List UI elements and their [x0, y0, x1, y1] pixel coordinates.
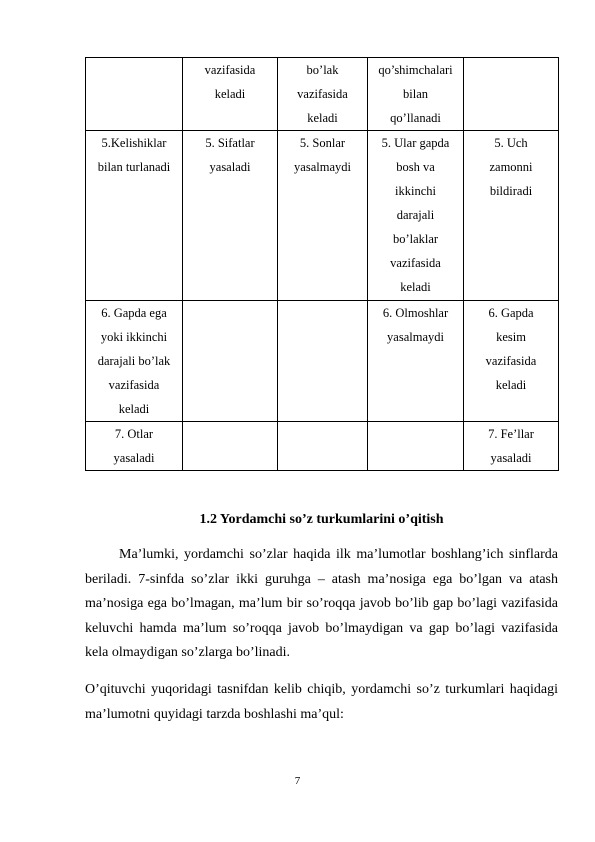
table-row: [86, 131, 559, 301]
table-cell: 7. Otlar yasaladi: [86, 422, 183, 471]
table-cell: 6. Gapda kesim vazifasida keladi: [464, 301, 559, 422]
table-cell: bo’lak vazifasida keladi: [278, 58, 368, 131]
table-cell: 6. Gapda ega yoki ikkinchi darajali bo’lak vazifasida keladi: [86, 301, 183, 422]
table-row: [86, 422, 559, 471]
table-row: [86, 58, 559, 131]
table-row: [86, 301, 559, 422]
section-heading: 1.2 Yordamchi so’z turkumlarini o’qitish: [199, 512, 444, 527]
table-cell: [183, 422, 278, 471]
table-cell: vazifasida keladi: [183, 58, 278, 131]
table-cell: 5. Sonlar yasalmaydi: [278, 131, 368, 301]
table-cell: 5. Ular gapda bosh va ikkinchi darajali bo’laklar vazifasida keladi: [368, 131, 464, 301]
table-cell: [86, 58, 183, 131]
table-cell: [278, 422, 368, 471]
word-classes-table: [85, 57, 559, 471]
table-cell: 5. Sifatlar yasaladi: [183, 131, 278, 301]
table-cell: [183, 301, 278, 422]
page-number: 7: [294, 775, 301, 787]
table-cell: [368, 422, 464, 471]
table-cell: 7. Fe’llar yasaladi: [464, 422, 559, 471]
paragraph: Ma’lumki, yordamchi so’zlar haqida ilk ma’lumotlar boshlang’ich sinflarda beriladi. 7-sinfda so’zlar ikki guruhga – atash ma’nosiga ega bo’lgan va atash ma’nosiga ega bo’lmagan, ma’lum bir so’roqqa javob bo’lib gap bo’lagi vazifasida keluvchi hamda ma’lum so’roqqa javob bo’lmaydigan va gap bo’lagi vazifasida kela olmaydigan so’zlarga bo’linadi.: [85, 547, 558, 661]
table-cell: 5. Uch zamonni bildiradi: [464, 131, 559, 301]
table-cell: [464, 58, 559, 131]
paragraph: O’qituvchi yuqoridagi tasnifdan kelib chiqib, yordamchi so’z turkumlari haqidagi ma’lumotni quyidagi tarzda boshlashi ma’qul:: [85, 682, 558, 722]
table-cell: [278, 301, 368, 422]
table-cell: qo’shimchalari bilan qo’llanadi: [368, 58, 464, 131]
table-cell: 6. Olmoshlar yasalmaydi: [368, 301, 464, 422]
table-cell: 5.Kelishiklar bilan turlanadi: [86, 131, 183, 301]
